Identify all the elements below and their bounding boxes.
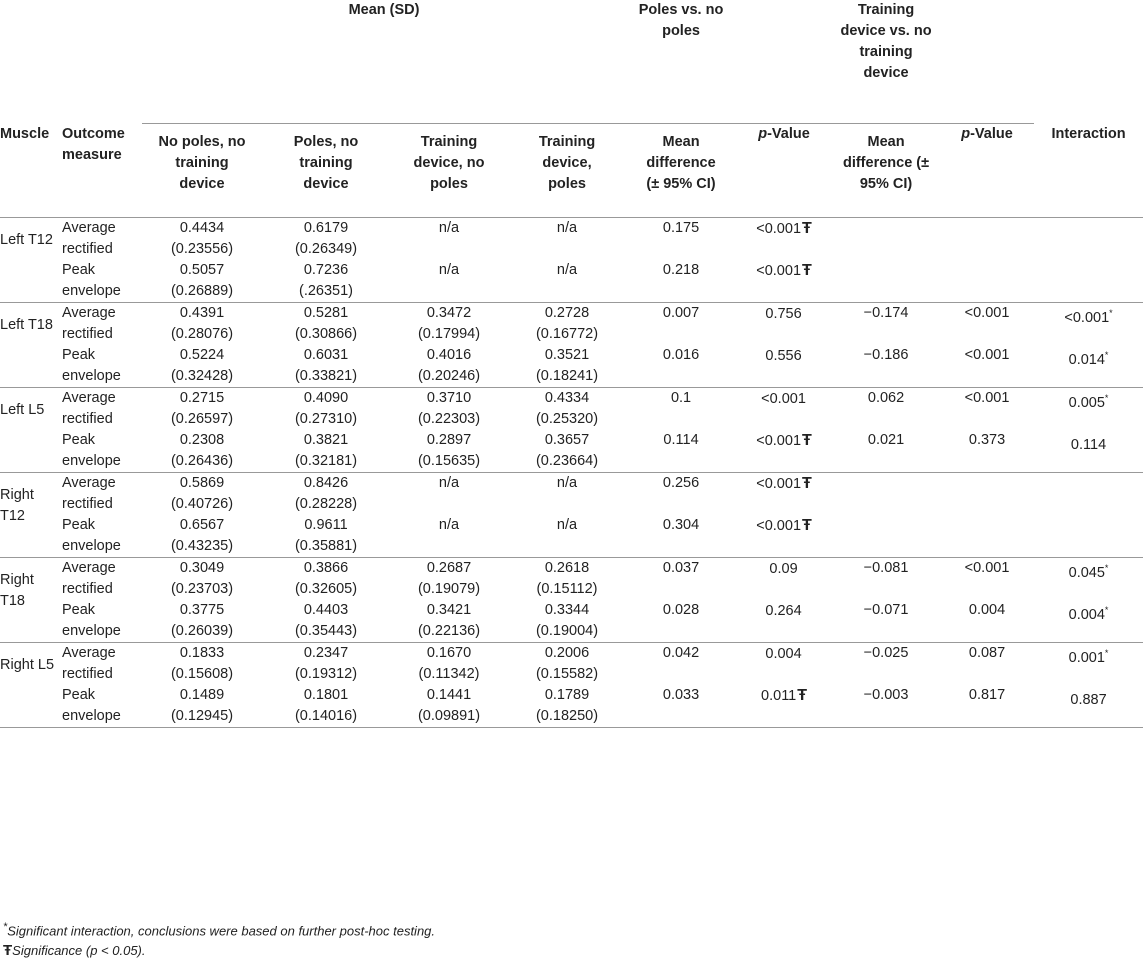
interaction-cell [1034,260,1143,303]
mean-sd-cell-3: 0.4016 (0.20246) [390,345,508,388]
table-row [0,260,1143,303]
mean-sd-cell-1: 0.3049 (0.23703) [170,560,234,597]
mean-sd-cell-2: 0.8426 (0.28228) [294,475,358,512]
mean-sd-cell-4: 0.3657 (0.23664) [508,430,626,473]
pvalue-2-cell: 0.817 [940,685,1034,728]
mean-diff-1-cell: 0.114 [626,430,736,473]
mean-sd-cell-1: 0.4434 (0.23556) [170,220,234,257]
mean-sd-cell-4: 0.1789 (0.18250) [508,685,626,728]
pvalue-2-cell [940,260,1034,303]
outcome-cell: Peak envelope [62,685,142,728]
mean-sd-cell-1: 0.5057 (0.26889) [142,260,262,303]
pvalue-1-cell: <0.001Ŧ [736,260,832,303]
mean-diff-1-cell: 0.042 [662,645,700,661]
mean-sd-cell-2: 0.9611 (0.35881) [262,515,390,558]
pvalue-2-header: p-Value [940,124,1034,218]
pvalue-2-cell: <0.001 [964,560,1010,576]
mean-diff-1-cell: 0.037 [662,560,700,576]
mean-sd-cell-3: n/a [390,515,508,558]
mean-sd-cell-4: n/a [508,260,626,303]
outcome-cell: Average rectified [62,645,116,682]
pvalue-2-cell [940,218,1034,261]
footnote-significance: ŦSignificance (p < 0.05). [3,942,146,960]
pvalue-2-cell [940,515,1034,558]
mean-sd-cell-4: n/a [508,515,626,558]
pvalue-1-header: p-Value [736,124,832,218]
mean-diff-2-cell: −0.003 [832,685,940,728]
mean-diff-1-cell: 0.304 [626,515,736,558]
mean-diff-1-cell: 0.016 [626,345,736,388]
pvalue-1-cell: 0.264 [736,600,832,643]
table-row [0,345,1143,388]
poles-vs-header: Poles vs. no poles [626,0,736,124]
outcome-cell: Average rectified [62,220,116,257]
mean-sd-cell-4: n/a [556,475,578,491]
interaction-cell: 0.014* [1034,345,1143,388]
mean-diff-1-cell: 0.007 [662,305,700,321]
muscle-header: Muscle [0,124,62,218]
col-td-poles-header: Training device, poles [508,124,626,218]
mean-diff-1-cell: 0.256 [662,475,700,491]
mean-sd-cell-3: 0.1441 (0.09891) [390,685,508,728]
mean-sd-cell-1: 0.2715 (0.26597) [170,390,234,427]
pvalue-1-cell: <0.001Ŧ [736,515,832,558]
pvalue-2-cell: <0.001 [940,345,1034,388]
table-row [0,473,1143,516]
mean-sd-cell-3: 0.2897 (0.15635) [390,430,508,473]
mean-sd-cell-4: 0.3521 (0.18241) [508,345,626,388]
col-no-poles-no-td-header: No poles, no training device [142,124,262,218]
mean-sd-cell-3: n/a [438,475,460,491]
mean-sd-cell-3: 0.3472 (0.17994) [417,305,481,342]
mean-diff-1-cell: 0.028 [626,600,736,643]
muscle-cell: Right L5 [0,643,62,728]
outcome-header: Outcome measure [62,124,142,218]
interaction-cell [1034,473,1143,516]
mean-sd-cell-2: 0.6031 (0.33821) [262,345,390,388]
pvalue-1-cell: 0.556 [736,345,832,388]
muscle-cell: Right T18 [0,558,62,643]
table-row [0,303,1143,346]
pvalue-2-cell: 0.373 [940,430,1034,473]
pvalue-1-cell: 0.011Ŧ [736,685,832,728]
outcome-cell: Peak envelope [62,260,142,303]
outcome-cell: Average rectified [62,305,116,342]
training-vs-header: Training device vs. no training device [832,0,940,124]
table-row [0,600,1143,643]
footnotes [3,917,435,961]
col-poles-no-td-header: Poles, no training device [262,124,390,218]
mean-sd-cell-4: 0.2728 (0.16772) [535,305,599,342]
interaction-cell: 0.005* [1068,393,1109,411]
table-row [0,685,1143,728]
muscle-cell: Left T18 [0,303,62,388]
mean-diff-1-cell: 0.033 [626,685,736,728]
outcome-cell: Average rectified [62,390,116,427]
pvalue-2-cell: <0.001 [964,390,1010,406]
mean-sd-cell-3: 0.3421 (0.22136) [390,600,508,643]
outcome-cell: Average rectified [62,560,116,597]
outcome-cell: Peak envelope [62,515,142,558]
mean-diff-1-cell: 0.175 [662,220,700,236]
pvalue-1-cell: 0.004 [765,646,802,662]
mean-diff-1-cell: 0.1 [670,390,692,406]
interaction-cell: 0.004* [1034,600,1143,643]
mean-sd-cell-2: 0.7236 (.26351) [262,260,390,303]
outcome-cell: Peak envelope [62,345,142,388]
pvalue-1-cell: <0.001Ŧ [736,430,832,473]
mean-sd-cell-1: 0.5869 (0.40726) [170,475,234,512]
mean-sd-cell-1: 0.2308 (0.26436) [142,430,262,473]
mean-sd-cell-3: 0.1670 (0.11342) [418,645,480,682]
mean-diff-1-header: Mean difference (± 95% CI) [626,124,736,218]
mean-diff-2-cell: −0.174 [863,305,909,321]
outcome-cell: Peak envelope [62,600,142,643]
interaction-cell [1034,218,1143,261]
table-row [0,515,1143,558]
mean-sd-cell-2: 0.6179 (0.26349) [294,220,358,257]
mean-sd-cell-1: 0.1489 (0.12945) [142,685,262,728]
pvalue-1-cell: <0.001 [761,391,806,407]
mean-diff-2-cell: 0.021 [832,430,940,473]
mean-sd-cell-2: 0.3821 (0.32181) [262,430,390,473]
mean-diff-2-cell: −0.025 [863,645,909,661]
mean-sd-cell-3: 0.3710 (0.22303) [417,390,481,427]
mean-diff-2-header: Mean difference (± 95% CI) [832,124,940,218]
mean-sd-cell-4: n/a [556,220,578,236]
table-row [0,218,1143,261]
pvalue-1-cell: 0.756 [765,306,802,322]
table-row [0,430,1143,473]
pvalue-2-cell [940,473,1034,516]
mean-diff-2-cell: −0.186 [832,345,940,388]
pvalue-2-cell: 0.004 [940,600,1034,643]
interaction-cell [1034,515,1143,558]
table-row [0,558,1143,601]
muscle-cell: Left T12 [0,218,62,303]
mean-diff-2-cell: −0.071 [832,600,940,643]
muscle-cell: Right T12 [0,473,62,558]
mean-diff-1-cell: 0.218 [626,260,736,303]
pvalue-2-cell: <0.001 [964,305,1010,321]
mean-sd-cell-2: 0.3866 (0.32605) [294,560,358,597]
interaction-cell: 0.045* [1068,563,1109,581]
mean-sd-cell-4: 0.2618 (0.15112) [536,560,598,597]
mean-sd-cell-2: 0.5281 (0.30866) [294,305,358,342]
mean-sd-cell-2: 0.4090 (0.27310) [294,390,358,427]
interaction-cell: 0.887 [1034,685,1143,728]
mean-sd-header: Mean (SD) [142,0,626,124]
mean-diff-2-cell [832,260,940,303]
pvalue-2-cell: 0.087 [968,645,1006,661]
outcome-cell: Peak envelope [62,430,142,473]
interaction-cell: <0.001* [1064,308,1113,326]
mean-diff-2-cell: −0.081 [863,560,909,576]
mean-sd-cell-1: 0.6567 (0.43235) [142,515,262,558]
mean-sd-cell-3: n/a [390,260,508,303]
col-td-no-poles-header: Training device, no poles [390,124,508,218]
table-row [0,643,1143,686]
mean-sd-cell-1: 0.5224 (0.32428) [142,345,262,388]
mean-sd-cell-2: 0.1801 (0.14016) [262,685,390,728]
mean-sd-cell-1: 0.1833 (0.15608) [170,645,234,682]
mean-sd-cell-1: 0.4391 (0.28076) [170,305,234,342]
mean-diff-2-cell [832,473,940,516]
interaction-cell: 0.114 [1034,430,1143,473]
pvalue-1-cell: 0.09 [769,561,798,577]
mean-diff-2-cell: 0.062 [867,390,905,406]
pvalue-1-cell: <0.001Ŧ [756,220,812,237]
mean-sd-cell-2: 0.2347 (0.19312) [294,645,358,682]
outcome-cell: Average rectified [62,475,116,512]
interaction-header: Interaction [1034,124,1143,218]
mean-sd-cell-4: 0.4334 (0.25320) [535,390,599,427]
mean-sd-cell-4: 0.3344 (0.19004) [508,600,626,643]
interaction-cell: 0.001* [1068,648,1109,666]
mean-sd-cell-2: 0.4403 (0.35443) [262,600,390,643]
mean-sd-cell-4: 0.2006 (0.15582) [535,645,599,682]
muscle-cell: Left L5 [0,388,62,473]
footnote-interaction: *Significant interaction, conclusions were based on further post-hoc testing. [3,921,436,939]
pvalue-1-cell: <0.001Ŧ [756,475,812,492]
mean-diff-2-cell [832,218,940,261]
mean-sd-cell-1: 0.3775 (0.26039) [142,600,262,643]
table-row [0,388,1143,431]
mean-sd-cell-3: n/a [438,220,460,236]
mean-sd-cell-3: 0.2687 (0.19079) [417,560,481,597]
mean-diff-2-cell [832,515,940,558]
